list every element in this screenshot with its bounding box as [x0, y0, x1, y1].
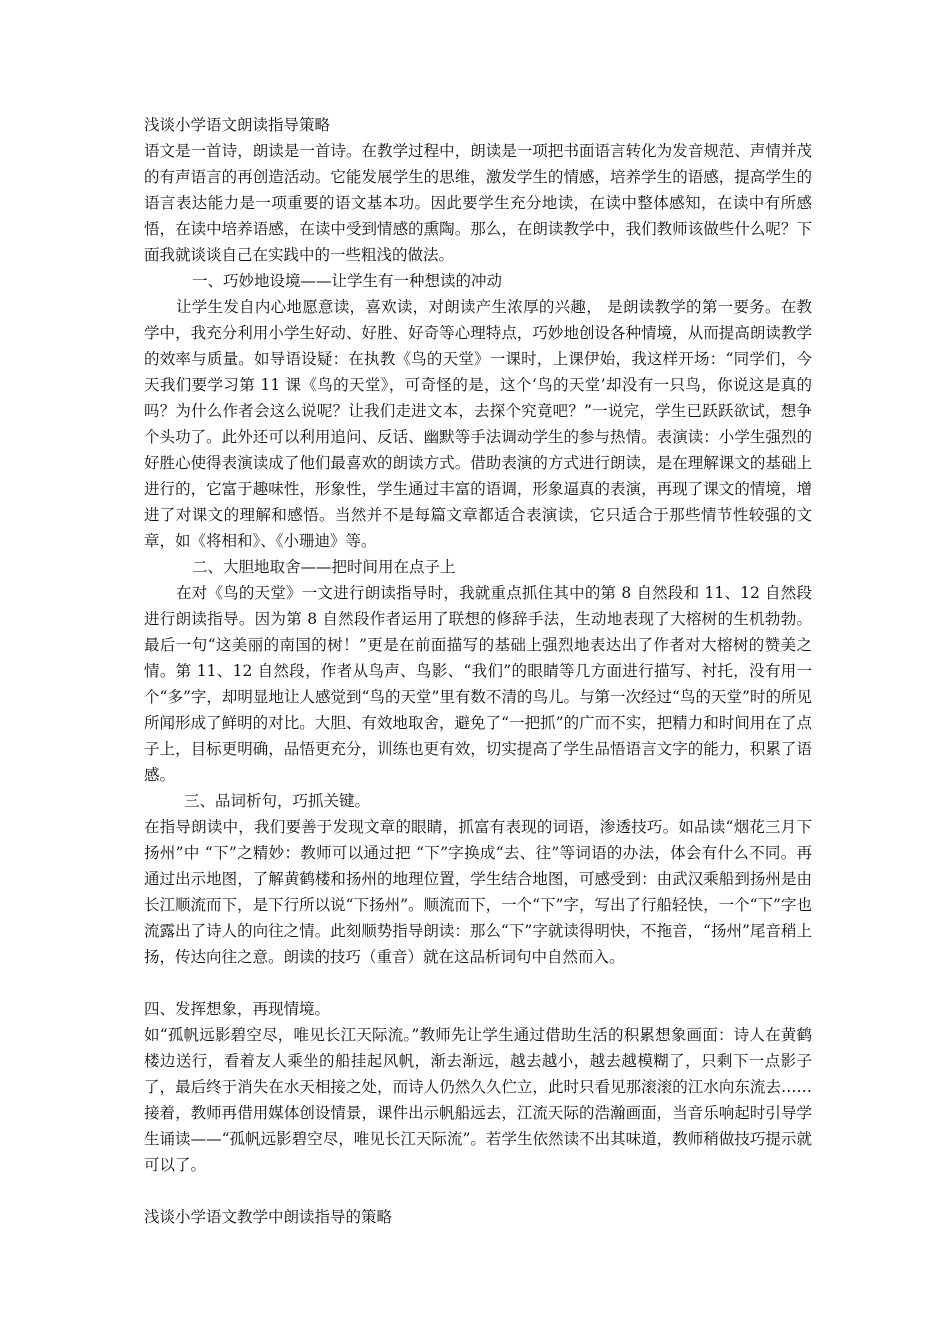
document-page — [144, 112, 812, 1230]
section3-heading: 三、品词析句，巧抓关键。 — [184, 792, 371, 810]
section1-paragraph: 让学生发自内心地愿意读，喜欢读，对朗读产生浓厚的兴趣， 是朗读教学的第一要务。在教学中，我充分利用小学生好动、好胜、好奇等心理特点，巧妙地创设各种情境，从而提高朗读教学的效率与质量。如导语设疑：在执教《鸟的天堂》一课时，上课伊始，我这样开场：“同学们，今天我们要学习第 11 课《鸟的天堂》，可奇怪的是，这个‘鸟的天堂’却没有一只鸟，你说这是真的吗？为什么作者会这么说呢？让我们走进文本，去探个究竟吧？”一说完，学生已跃跃欲试，想争个头功了。此外还可以利用追问、反话、幽默等手法调动学生的参与热情。表演读：小学生强烈的好胜心使得表演读成了他们最喜欢的朗读方式。借助表演的方式进行朗读，是在理解课文的基础上进行的，它富于趣味性，形象性，学生通过丰富的语调，形象逼真的表演，再现了课文的情境，增进了对课文的理解和感悟。当然并不是每篇文章都适合表演读，它只适合于那些情节性较强的文章，如《将相和》、《小珊迪》等。 — [144, 298, 812, 550]
blank-line — [144, 970, 812, 996]
section3-paragraph: 在指导朗读中，我们要善于发现文章的眼睛，抓富有表现的词语，渗透技巧。如品读“烟花三月下扬州”中 “下”之精妙：教师可以通过把 “下”字换成“去、往”等词语的办法，体会有什么不同。再通过出示地图，了解黄鹤楼和扬州的地理位置，学生结合地图，可感受到：由武汉乘船到扬州是由长江顺流而下，是下行所以说“下扬州”。顺流而下，一个“下”字，写出了行船轻快，一个“下”字也流露出了诗人的向往之情。此刻顺势指导朗读：那么“下”字就读得明快，不拖音，“扬州”尾音稍上扬，传达向往之意。朗读的技巧（重音）就在这品析词句中自然而入。 — [144, 818, 812, 966]
intro-paragraph: 语文是一首诗，朗读是一首诗。在教学过程中，朗读是一项把书面语言转化为发音规范、声情并茂的有声语言的再创造活动。它能发展学生的思维，激发学生的情感，培养学生的语感，提高学生的语言表达能力是一项重要的语文基本功。因此要学生充分地读，在读中整体感知，在读中有所感悟，在读中培养语感，在读中受到情感的熏陶。那么，在朗读教学中，我们教师该做些什么呢？下面我就谈谈自己在实践中的一些粗浅的做法。 — [144, 142, 812, 264]
second-article-title: 浅谈小学语文教学中朗读指导的策略 — [144, 1208, 393, 1226]
section4-heading: 四、发挥想象，再现情境。 — [144, 1000, 331, 1018]
section2-paragraph: 在对《鸟的天堂》一文进行朗读指导时，我就重点抓住其中的第 8 自然段和 11、12 自然段进行朗读指导。因为第 8 自然段作者运用了联想的修辞手法，生动地表现了大榕树的生机勃勃。最后一句“这美丽的南国的树！”更是在前面描写的基础上强烈地表达出了作者对大榕树的赞美之情。第 11、12 自然段，作者从鸟声、鸟影、“我们”的眼睛等几方面进行描写、衬托，没有用一个“多”字，却明显地让人感觉到“鸟的天堂”里有数不清的鸟儿。与第一次经过“鸟的天堂”时的所见所闻形成了鲜明的对比。大胆、有效地取舍，避免了“一把抓”的广而不实，把精力和时间用在了点子上，目标更明确，品悟更充分，训练也更有效，切实提高了学生品悟语言文字的能力，积累了语感。 — [144, 584, 812, 784]
document-title: 浅谈小学语文朗读指导策略 — [144, 116, 331, 134]
section1-heading: 一、巧妙地设境——让学生有一种想读的冲动 — [192, 272, 503, 290]
section4-paragraph: 如“孤帆远影碧空尽，唯见长江天际流。”教师先让学生通过借助生活的积累想象画面：诗人在黄鹤楼边送行，看着友人乘坐的船挂起风帆，渐去渐远，越去越小，越去越模糊了，只剩下一点影子了，最后终于消失在水天相接之处，而诗人仍然久久伫立，此时只看见那滚滚的江水向东流去……接着，教师再借用媒体创设情景，课件出示帆船远去，江流天际的浩瀚画面，当音乐响起时引导学生诵读——“孤帆远影碧空尽，唯见长江天际流”。若学生依然读不出其味道，教师稍做技巧提示就可以了。 — [144, 1026, 812, 1174]
blank-line — [144, 1178, 812, 1204]
section2-heading: 二、大胆地取舍——把时间用在点子上 — [192, 558, 456, 576]
